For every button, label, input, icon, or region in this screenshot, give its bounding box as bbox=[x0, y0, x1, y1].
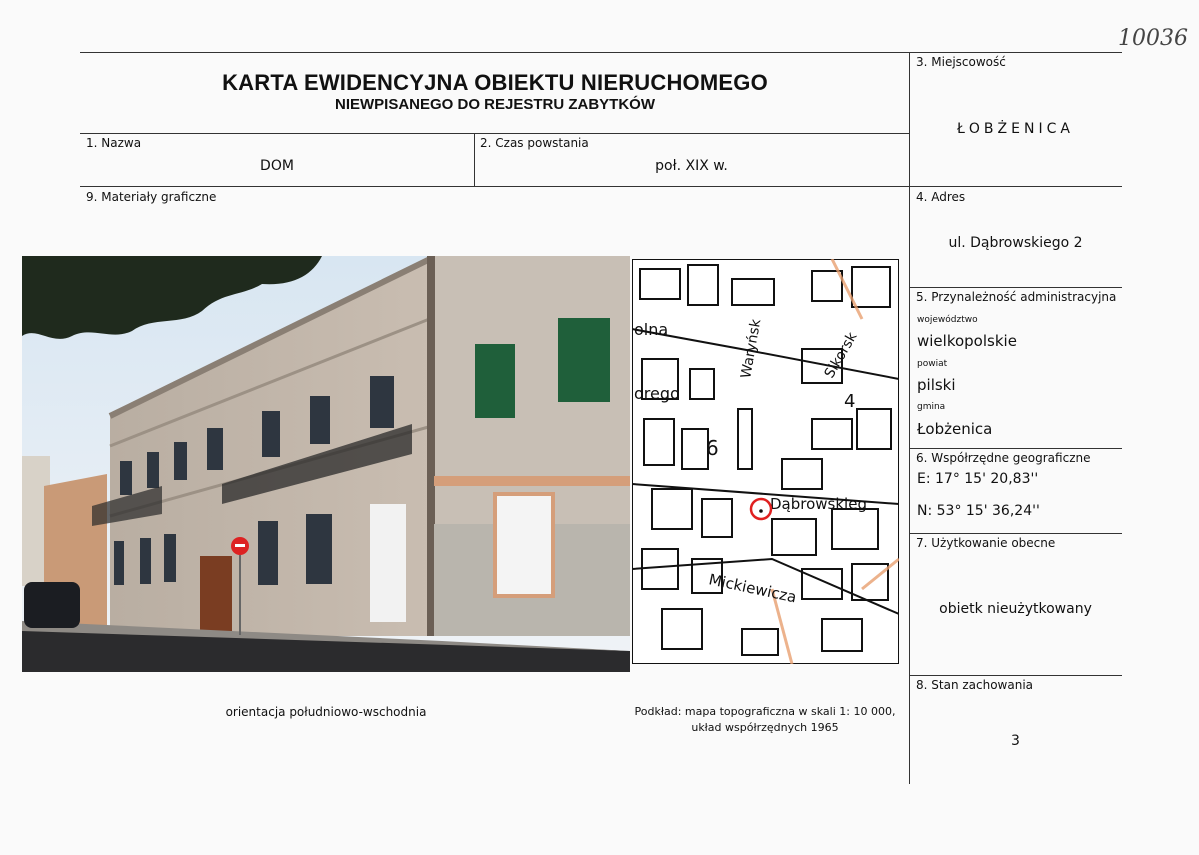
catalog-number: 10036 bbox=[1118, 26, 1188, 51]
coord-e: E: 17° 15' 20,83'' bbox=[917, 471, 1039, 487]
czas-label: 2. Czas powstania bbox=[480, 136, 589, 150]
wojewodztwo-label: województwo bbox=[917, 315, 978, 325]
czas-value: poł. XIX w. bbox=[655, 158, 728, 174]
map-caption-line2: układ współrzędnych 1965 bbox=[691, 721, 839, 734]
right-line-7 bbox=[909, 533, 1122, 534]
topographic-map bbox=[632, 259, 899, 664]
coord-n: N: 53° 15' 36,24'' bbox=[917, 503, 1040, 519]
map-label-six: 6 bbox=[706, 436, 719, 460]
adres-label: 4. Adres bbox=[916, 190, 966, 204]
uzytkowanie-value: obietk nieużytkowany bbox=[939, 601, 1092, 617]
gmina-label: gmina bbox=[917, 402, 946, 412]
map-label-four: 4 bbox=[844, 391, 856, 412]
map-label-sikorsk: Sikorsk bbox=[821, 329, 861, 381]
map-label-warynsk: Waryńsk bbox=[738, 317, 765, 380]
right-line-6 bbox=[909, 448, 1122, 449]
wojewodztwo-value: wielkopolskie bbox=[917, 332, 1017, 350]
building-photo bbox=[22, 256, 630, 672]
wspolrzedne-label: 6. Współrzędne geograficzne bbox=[916, 451, 1091, 465]
map-caption-line1: Podkład: mapa topograficzna w skali 1: 10 000, bbox=[634, 705, 896, 718]
map-label-mickiewicza: Mickiewicza bbox=[707, 570, 799, 607]
top-border bbox=[80, 52, 1122, 53]
row-line-2 bbox=[80, 186, 1122, 187]
map-label-olna: olna bbox=[634, 320, 669, 339]
miejscowosc-value: ŁOBŻENICA bbox=[957, 121, 1074, 137]
miejscowosc-label: 3. Miejscowość bbox=[916, 55, 1006, 69]
stan-value: 3 bbox=[1011, 733, 1020, 749]
uzytkowanie-label: 7. Użytkowanie obecne bbox=[916, 536, 1056, 550]
row-line-1 bbox=[80, 133, 910, 134]
right-line-5 bbox=[909, 287, 1122, 288]
map-label-orego: orego bbox=[634, 384, 680, 403]
stan-label: 8. Stan zachowania bbox=[916, 678, 1034, 692]
powiat-value: pilski bbox=[917, 376, 956, 394]
right-line-8 bbox=[909, 675, 1122, 676]
przynaleznosc-label: 5. Przynależność administracyjna bbox=[916, 290, 1117, 304]
nazwa-label: 1. Nazwa bbox=[86, 136, 142, 150]
nazwa-value: DOM bbox=[260, 158, 294, 174]
map-label-dabrowskieg: Dąbrowskieg bbox=[770, 495, 867, 513]
powiat-label: powiat bbox=[917, 359, 948, 369]
card-subtitle: NIEWPISANEGO DO REJESTRU ZABYTKÓW bbox=[334, 96, 656, 113]
adres-value: ul. Dąbrowskiego 2 bbox=[948, 235, 1083, 251]
card-title: KARTA EWIDENCYJNA OBIEKTU NIERUCHOMEGO bbox=[222, 70, 768, 95]
materialy-label: 9. Materiały graficzne bbox=[86, 190, 217, 204]
gmina-value: Łobżenica bbox=[917, 420, 993, 438]
photo-caption: orientacja południowo-wschodnia bbox=[225, 705, 427, 719]
